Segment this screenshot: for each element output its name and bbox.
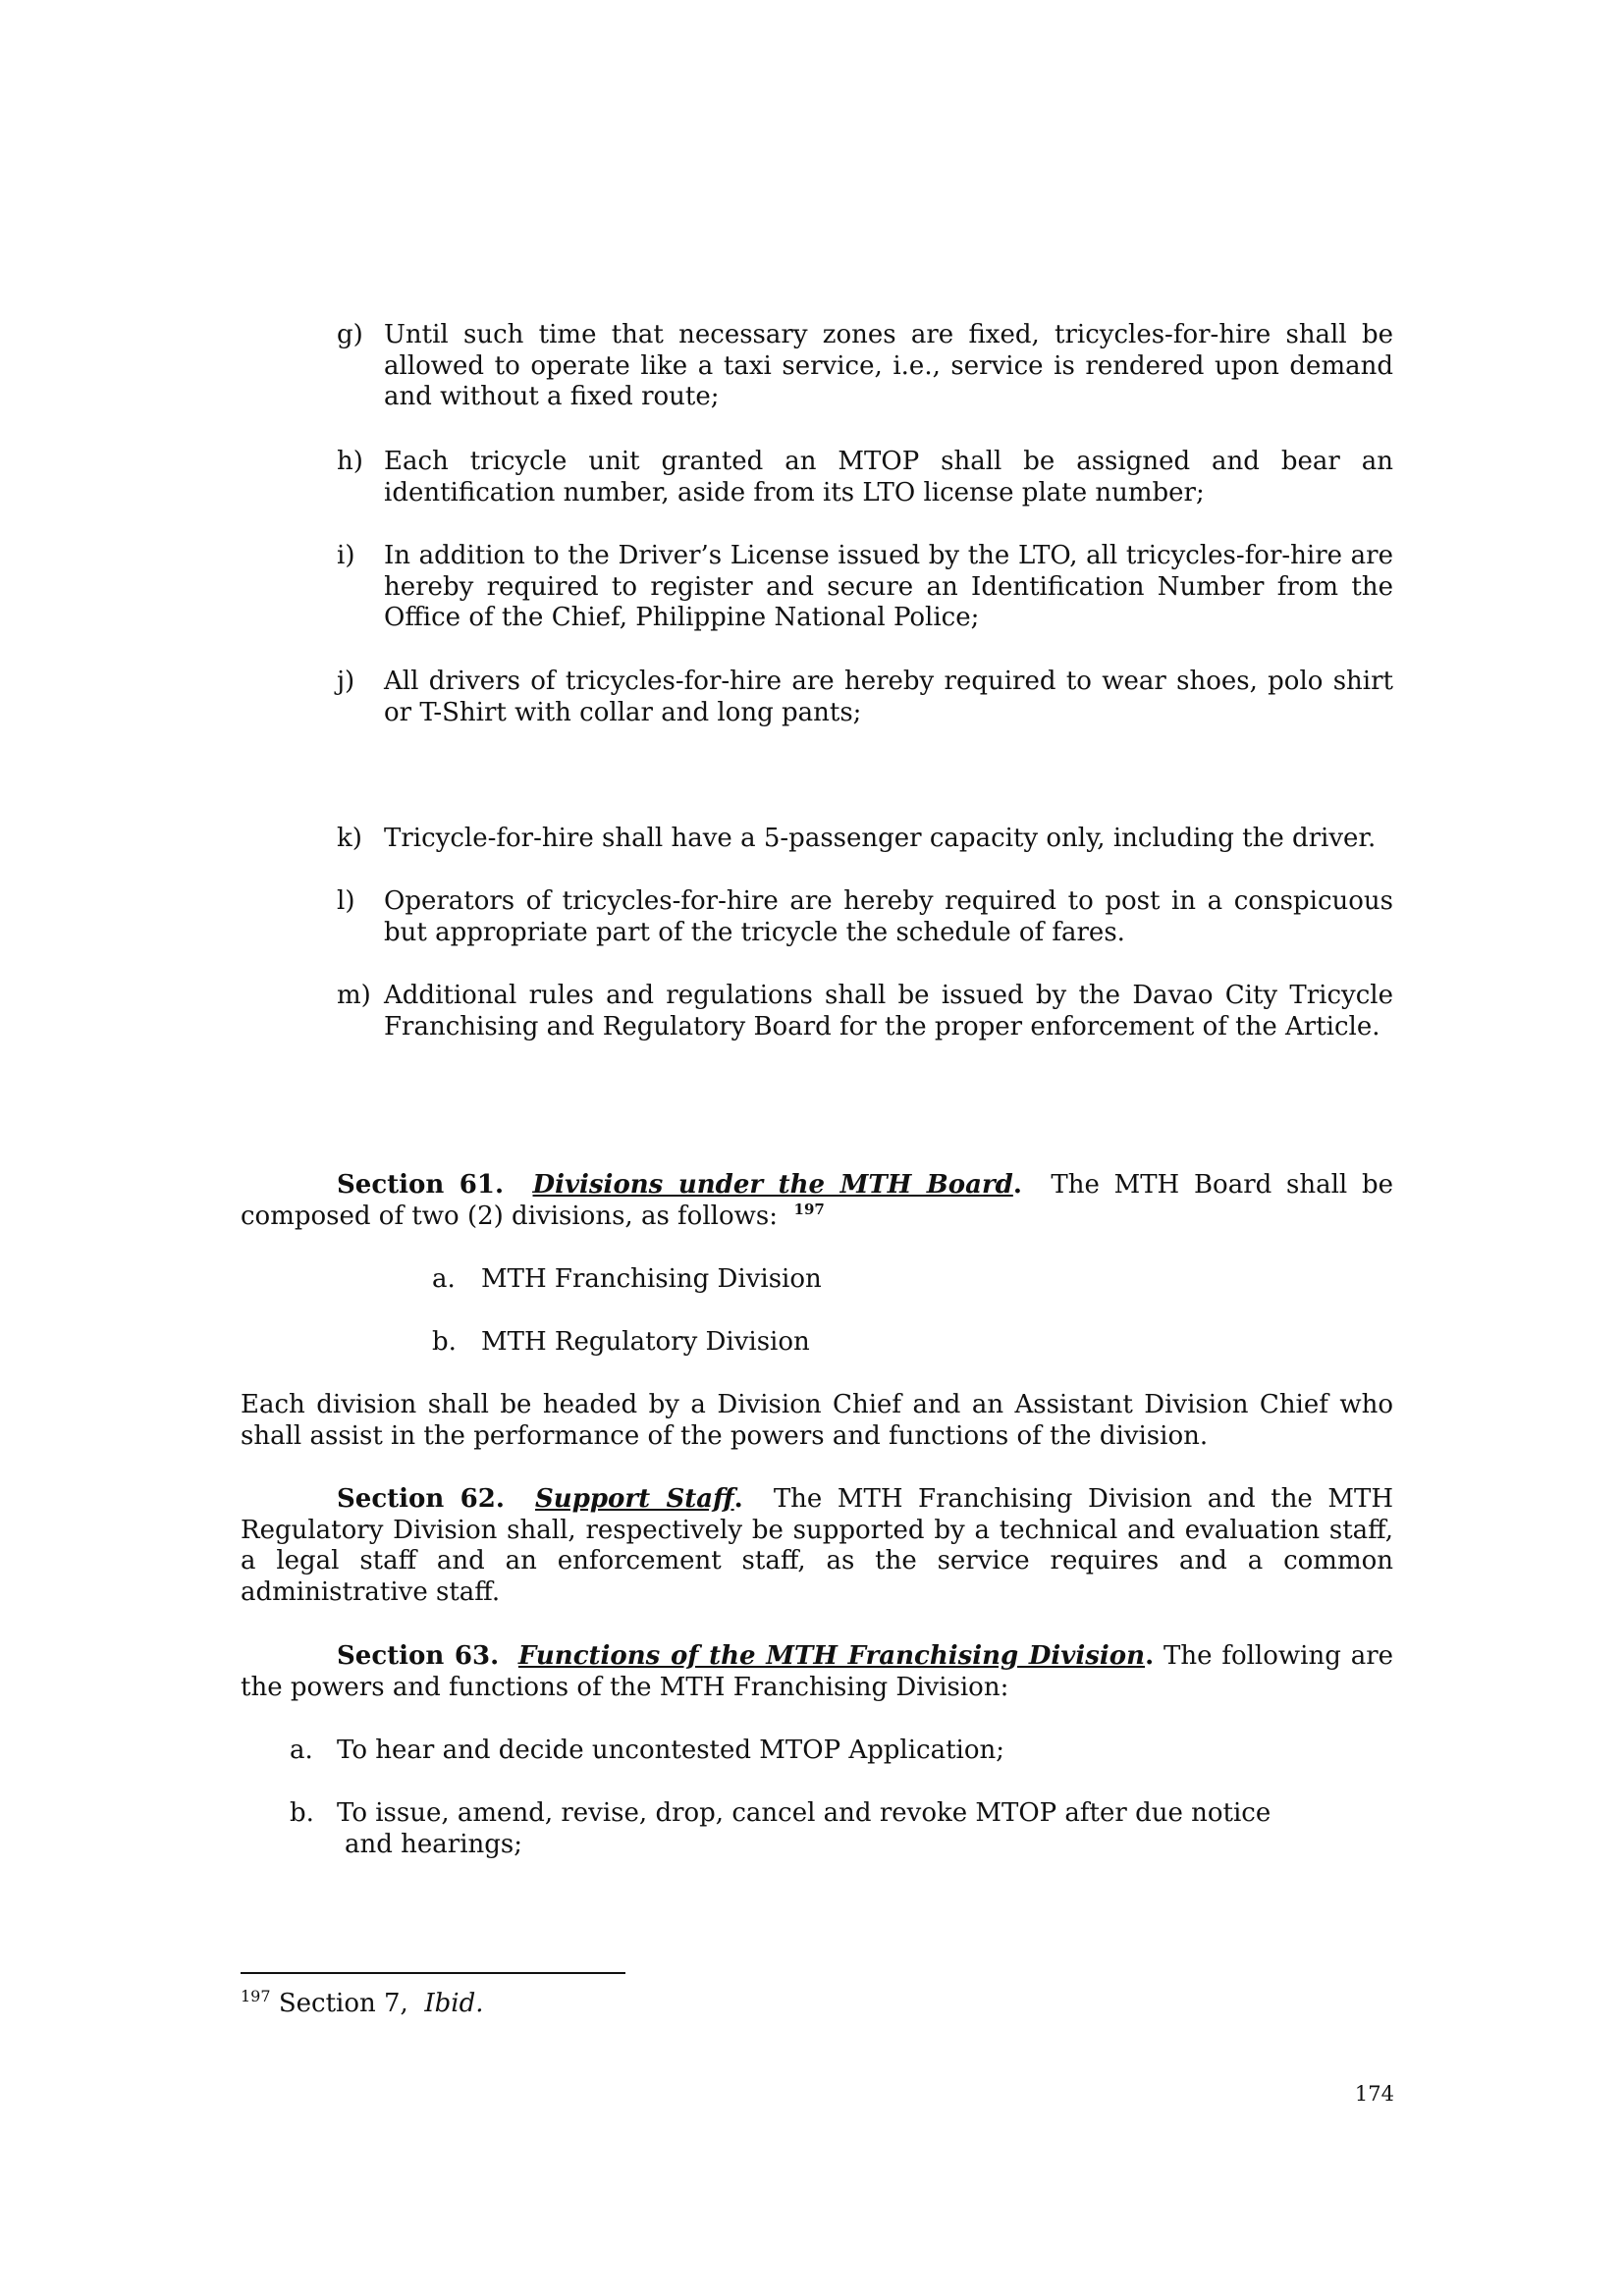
division-name: MTH Regulatory Division <box>481 1327 810 1357</box>
list-item-i <box>337 541 1393 634</box>
list-marker: j) <box>337 667 355 696</box>
list-item-text: Operators of tricycles-for-hire are hereby required to post in a conspicuous but appropriate part of the tricycle the schedule of fares. <box>384 886 1393 947</box>
list-item-text: In addition to the Driver’s License issued by the LTO, all tricycles-for-hire are hereby required to register and secure an Identification Number from the Office of the Chief, Philippine National Police; <box>384 541 1393 632</box>
list-marker: b. <box>432 1327 457 1357</box>
footnote <box>241 1989 483 2020</box>
footnote-number: 197 <box>241 1987 271 2005</box>
list-item-text: All drivers of tricycles-for-hire are hereby required to wear shoes, polo shirt or T-Shirt with collar and long pants; <box>384 667 1393 727</box>
section-63-title-period: . <box>1145 1641 1155 1671</box>
list-marker: k) <box>337 824 362 853</box>
section-62-paragraph <box>241 1484 1393 1608</box>
list-marker: a. <box>432 1264 456 1294</box>
section-62-label: Section 62. <box>337 1484 505 1514</box>
list-item-text: Until such time that necessary zones are fixed, tricycles-for-hire shall be allowed to operate like a taxi service, i.e., service is rendered upon demand and without a fixed route; <box>384 320 1393 411</box>
footnote-reference: 197 <box>793 1200 825 1218</box>
section-61-text: The MTH Board shall be composed of two (2) divisions, as follows: <box>241 1170 1393 1231</box>
section-61-label: Section 61. <box>337 1170 505 1200</box>
function-item-a <box>290 1735 1393 1767</box>
function-text-line-1: To issue, amend, revise, drop, cancel and revoke MTOP after due notice <box>337 1798 1271 1828</box>
function-text: To hear and decide uncontested MTOP Application; <box>337 1735 1005 1765</box>
list-item-text: Additional rules and regulations shall be issued by the Davao City Tricycle Franchising and Regulatory Board for the proper enforcement of the Article. <box>384 981 1393 1041</box>
function-text-line-2: and hearings; <box>345 1829 523 1859</box>
footnote-text: Section 7, <box>278 1989 408 2018</box>
section-61-title-period: . <box>1012 1170 1022 1200</box>
list-marker: m) <box>337 981 371 1010</box>
section-62-title-period: . <box>733 1484 743 1514</box>
list-marker: l) <box>337 886 355 916</box>
section-62-title: Support Staff <box>535 1484 734 1514</box>
list-marker: b. <box>290 1798 314 1828</box>
footnote-source: Ibid. <box>424 1989 484 2018</box>
list-marker: h) <box>337 447 363 476</box>
list-marker: a. <box>290 1735 313 1765</box>
list-marker: i) <box>337 541 355 570</box>
list-item-k <box>337 824 1393 855</box>
list-item-h <box>337 447 1393 508</box>
footnote-separator <box>241 1972 625 1974</box>
division-name: MTH Franchising Division <box>481 1264 822 1294</box>
page-number: 174 <box>1354 2082 1394 2106</box>
section-63-text: The following are the powers and functions of the MTH Franchising Division: <box>241 1641 1394 1702</box>
section-63-label: Section 63. <box>337 1641 500 1671</box>
list-item-j <box>337 667 1393 728</box>
section-62-text: The MTH Franchising Division and the MTH Regulatory Division shall, respectively be supported by a technical and evaluation staff, a legal staff and an enforcement staff, as the service requires and a common administrative staff. <box>241 1484 1394 1607</box>
section-63-title: Functions of the MTH Franchising Division <box>517 1641 1146 1671</box>
list-item-l <box>337 886 1393 948</box>
function-text <box>337 1798 1393 1860</box>
section-61-closing: Each division shall be headed by a Division Chief and an Assistant Division Chief who shall assist in the performance of the powers and functions of the division. <box>241 1390 1393 1451</box>
list-item-g <box>337 320 1393 413</box>
section-61-title: Divisions under the MTH Board <box>532 1170 1013 1200</box>
division-item-b <box>432 1327 1021 1359</box>
list-item-m <box>337 981 1393 1042</box>
section-63-paragraph <box>241 1641 1393 1703</box>
section-61-paragraph <box>241 1170 1393 1232</box>
function-item-b <box>290 1798 1393 1860</box>
list-item-text: Tricycle-for-hire shall have a 5-passenger capacity only, including the driver. <box>384 824 1377 853</box>
list-item-text: Each tricycle unit granted an MTOP shall be assigned and bear an identification number, aside from its LTO license plate number; <box>384 447 1393 507</box>
list-marker: g) <box>337 320 363 349</box>
division-item-a <box>432 1264 1021 1296</box>
